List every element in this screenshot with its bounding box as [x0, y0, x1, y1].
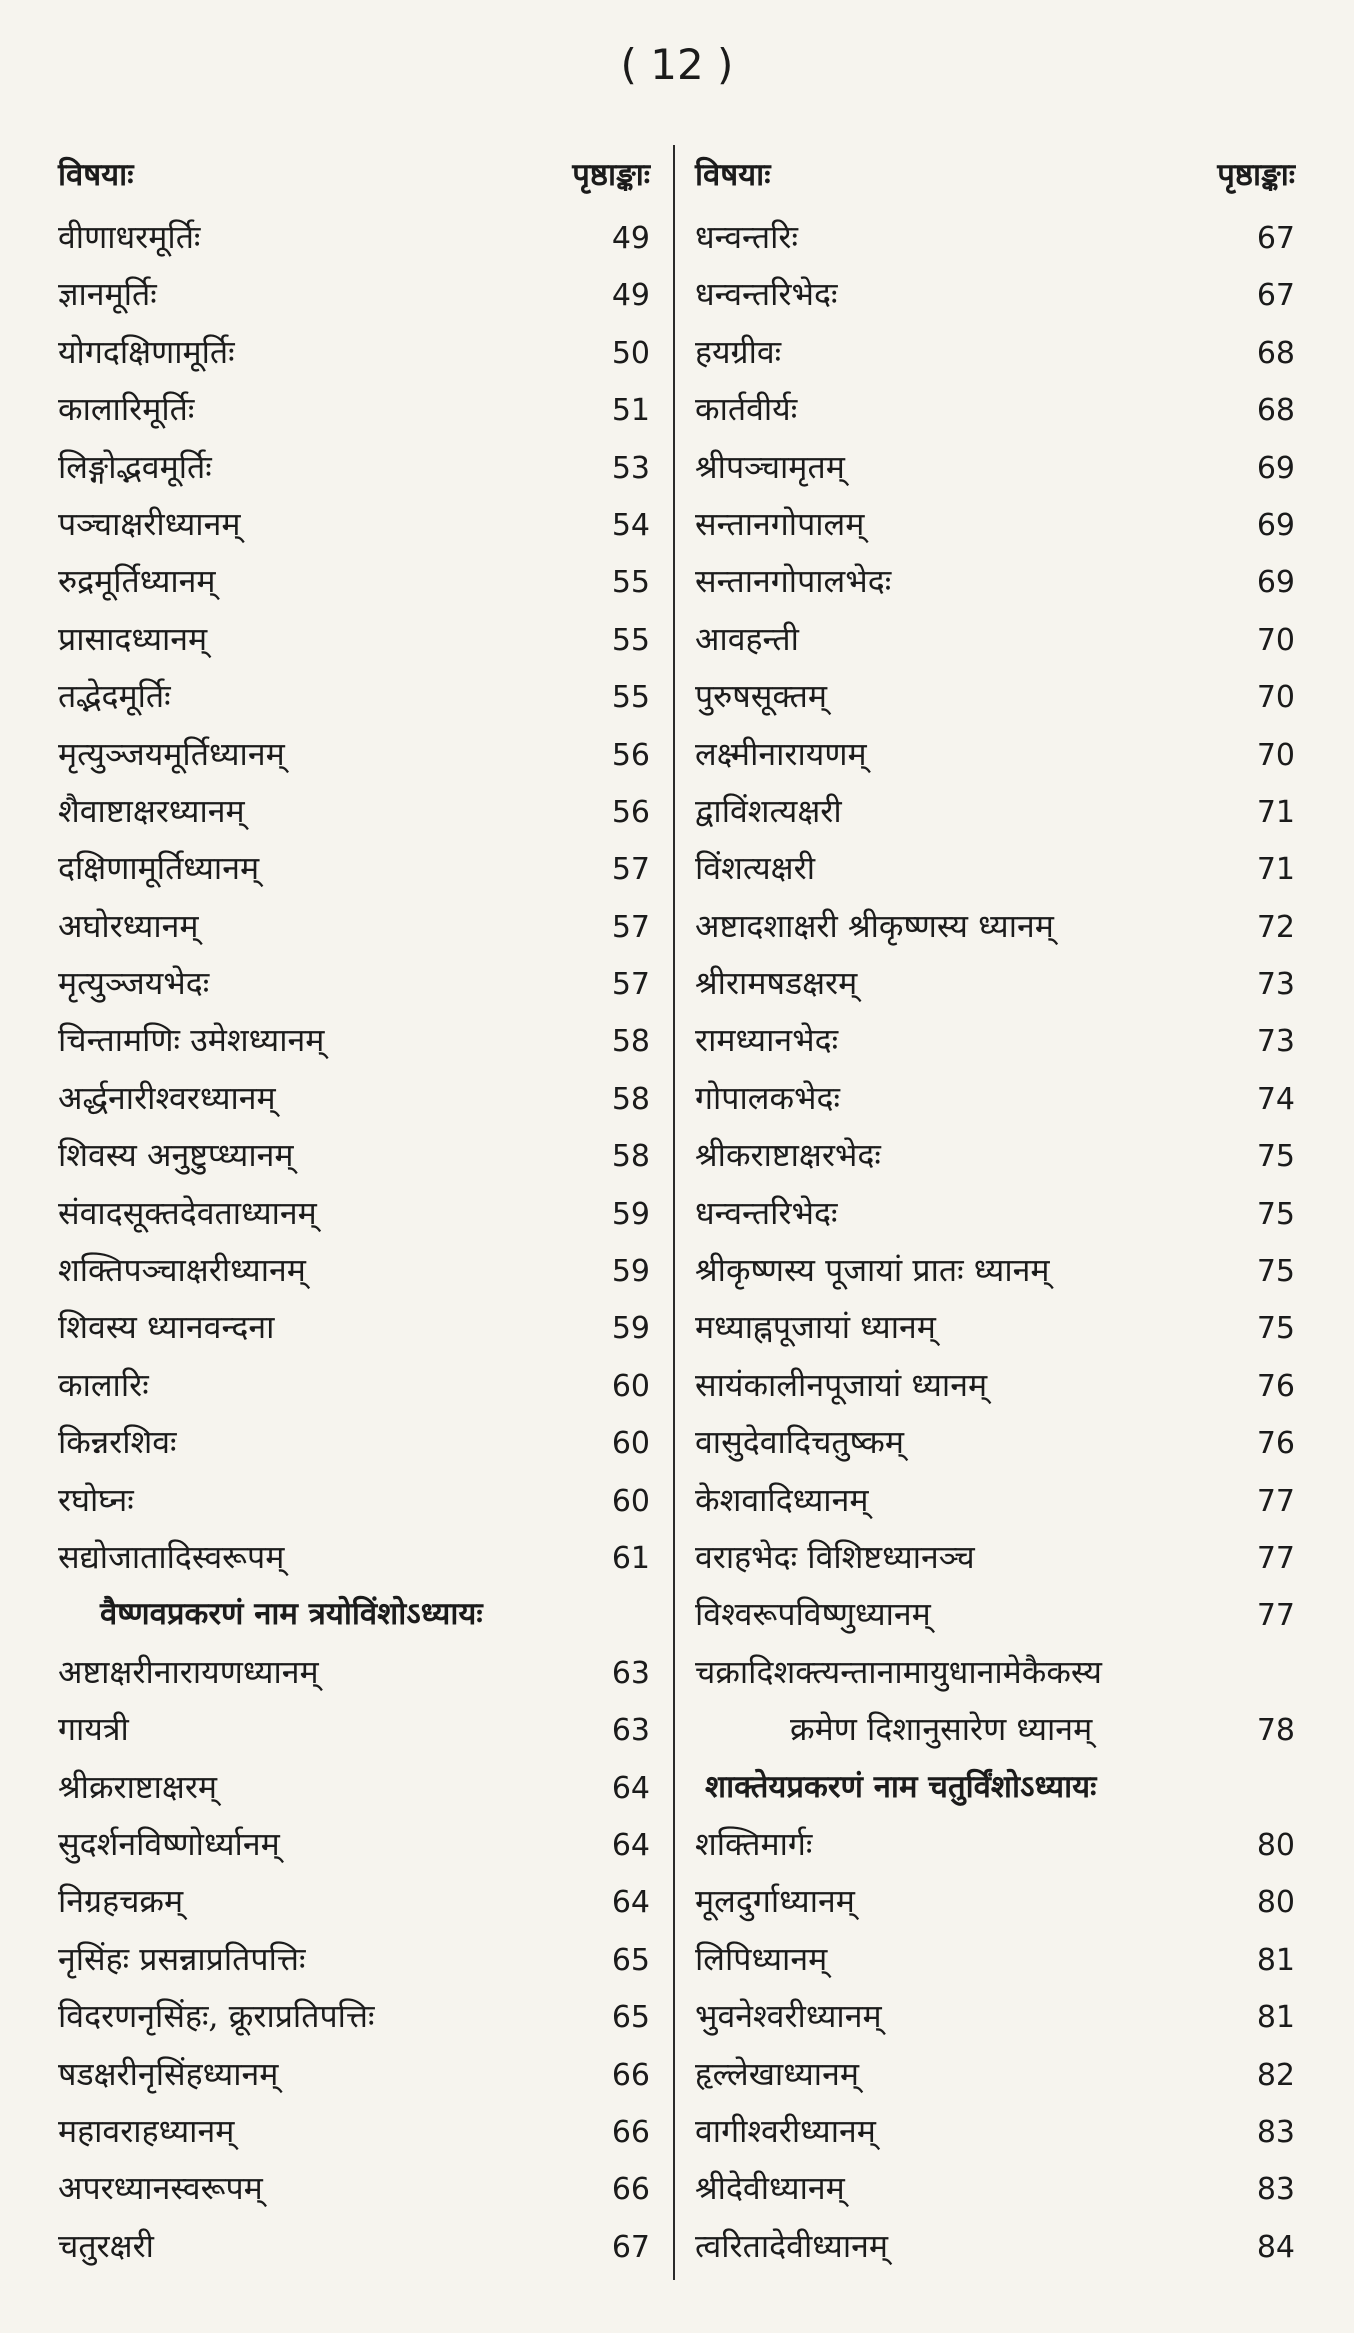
- toc-entry: [58, 1759, 650, 1816]
- entry-title: तद्भेदमूर्तिः: [58, 677, 171, 716]
- entry-page: 55: [611, 622, 650, 658]
- toc-entry: [695, 1988, 1295, 2045]
- toc-entry: [695, 611, 1295, 668]
- entry-title: वासुदेवादिचतुष्कम्: [695, 1423, 904, 1462]
- right-entries-a: [695, 209, 1295, 1644]
- entry-page: 60: [611, 1483, 650, 1519]
- entry-title: मूलदुर्गाध्यानम्: [695, 1882, 855, 1921]
- entry-page: 69: [1256, 450, 1295, 486]
- entry-title: प्रासादध्यानम्: [58, 619, 208, 658]
- entry-page: 67: [1256, 278, 1295, 314]
- toc-entry: [695, 2218, 1295, 2275]
- toc-entry: [695, 1070, 1295, 1127]
- toc-entry: [58, 1242, 650, 1299]
- right-column-header: [695, 145, 1295, 209]
- toc-entry: [58, 1299, 650, 1356]
- toc-entry: [58, 898, 650, 955]
- entry-title: संवादसूक्तदेवताध्यानम्: [58, 1193, 317, 1232]
- entry-title: हृल्लेखाध्यानम्: [695, 2054, 859, 2093]
- entry-title: विश्वरूपविष्णुध्यानम्: [695, 1595, 931, 1634]
- entry-title: गायत्री: [58, 1710, 129, 1749]
- entry-page: 83: [1256, 2172, 1295, 2208]
- toc-entry: [58, 955, 650, 1012]
- entry-page: 73: [1256, 1024, 1295, 1060]
- toc-entry: [695, 1414, 1295, 1471]
- right-column: [695, 145, 1295, 2275]
- left-entries-a: [58, 209, 650, 1586]
- entry-page: 70: [1256, 622, 1295, 658]
- toc-entry: [58, 1873, 650, 1930]
- entry-page: 64: [611, 1827, 650, 1863]
- entry-page: 50: [611, 335, 650, 371]
- entry-title: लक्ष्मीनारायणम्: [695, 734, 867, 773]
- entry-page: 81: [1256, 1942, 1295, 1978]
- entry-page: 78: [1256, 1713, 1295, 1749]
- entry-title: धन्वन्तरिभेदः: [695, 1193, 838, 1232]
- entry-page: 75: [1256, 1139, 1295, 1175]
- entry-page: 82: [1256, 2057, 1295, 2093]
- toc-entry: [58, 611, 650, 668]
- left-entries-b: [58, 1644, 650, 2275]
- entry-page: 58: [611, 1081, 650, 1117]
- entry-title: महावराहध्यानम्: [58, 2111, 235, 2150]
- entry-page: 68: [1256, 335, 1295, 371]
- entry-title: आवहन्ती: [695, 619, 799, 658]
- toc-entry: [58, 1701, 650, 1758]
- entry-title: श्रीक्रराष्टाक्षरम्: [58, 1767, 218, 1806]
- toc-entry: [58, 439, 650, 496]
- toc-entry: [58, 840, 650, 897]
- entry-title: अष्टाक्षरीनारायणध्यानम्: [58, 1652, 319, 1691]
- entry-title: अर्द्धनारीश्वरध्यानम्: [58, 1078, 276, 1117]
- entry-title: श्रीकराष्टाक्षरभेदः: [695, 1136, 881, 1175]
- toc-entry: [58, 2218, 650, 2275]
- entry-page: 59: [611, 1254, 650, 1290]
- toc-entry: [695, 209, 1295, 266]
- entry-page: 71: [1256, 852, 1295, 888]
- entry-page: 63: [611, 1655, 650, 1691]
- entry-title: योगदक्षिणामूर्तिः: [58, 332, 235, 371]
- entry-title: अपरध्यानस्वरूपम्: [58, 2169, 263, 2208]
- entry-page: 75: [1256, 1196, 1295, 1232]
- toc-entry: [695, 1242, 1295, 1299]
- toc-entry-multiline-first: [695, 1644, 1295, 1701]
- entry-page: 67: [1256, 221, 1295, 256]
- toc-entry: [695, 381, 1295, 438]
- page-header: पृष्ठाङ्काः: [1217, 157, 1295, 193]
- toc-entry: [695, 840, 1295, 897]
- entry-title: त्वरितादेवीध्यानम्: [695, 2226, 889, 2265]
- entry-title: गोपालकभेदः: [695, 1078, 840, 1117]
- entry-title: कालारिमूर्तिः: [58, 390, 195, 429]
- entry-page: 67: [611, 2229, 650, 2265]
- entry-title: पुरुषसूक्तम्: [695, 677, 827, 716]
- entry-page: 71: [1256, 794, 1295, 830]
- entry-title: श्रीकृष्णस्य पूजायां प्रातः ध्यानम्: [695, 1251, 1050, 1290]
- page-header: पृष्ठाङ्काः: [572, 157, 650, 193]
- entry-page: 49: [611, 278, 650, 314]
- entry-title: हयग्रीवः: [695, 332, 782, 371]
- column-divider: [673, 145, 675, 2280]
- entry-title: वागीश्वरीध्यानम्: [695, 2111, 876, 2150]
- toc-entry: [58, 1185, 650, 1242]
- entry-title: अघोरध्यानम्: [58, 906, 199, 945]
- toc-entry: [58, 209, 650, 266]
- entry-page: 58: [611, 1024, 650, 1060]
- entry-title: कालारिः: [58, 1365, 149, 1404]
- toc-entry: [695, 1357, 1295, 1414]
- entry-page: 75: [1256, 1311, 1295, 1347]
- entry-title: मृत्युञ्जयमूर्तिध्यानम्: [58, 734, 285, 773]
- toc-entry: [58, 726, 650, 783]
- entry-page: 57: [611, 852, 650, 888]
- toc-entry: [695, 1127, 1295, 1184]
- entry-title: नृसिंहः प्रसन्नाप्रतिपत्तिः: [58, 1939, 306, 1978]
- entry-page: 77: [1256, 1540, 1295, 1576]
- toc-entry: [695, 1012, 1295, 1069]
- page-number: ( 12 ): [620, 40, 734, 89]
- toc-entry: [58, 1644, 650, 1701]
- toc-entry-multiline-second: [695, 1701, 1295, 1758]
- entry-page: 76: [1256, 1426, 1295, 1462]
- entry-title: वीणाधरमूर्तिः: [58, 218, 201, 256]
- entry-page: 83: [1256, 2114, 1295, 2150]
- toc-entry: [695, 1299, 1295, 1356]
- entry-title: श्रीदेवीध्यानम्: [695, 2169, 845, 2208]
- entry-page: 72: [1256, 909, 1295, 945]
- section-heading: वैष्णवप्रकरणं नाम त्रयोविंशोऽध्यायः: [100, 1596, 483, 1633]
- toc-entry: [58, 1816, 650, 1873]
- entry-title: षडक्षरीनृसिंहध्यानम्: [58, 2054, 279, 2093]
- entry-page: 66: [611, 2114, 650, 2150]
- entry-page: 64: [611, 1885, 650, 1921]
- toc-entry: [58, 1472, 650, 1529]
- toc-entry: [58, 324, 650, 381]
- entry-title: श्रीपञ्चामृतम्: [695, 447, 845, 486]
- toc-entry: [695, 2103, 1295, 2160]
- entry-page: 66: [611, 2172, 650, 2208]
- entry-title: लिङ्गोद्भवमूर्तिः: [58, 447, 212, 486]
- toc-entry: [695, 726, 1295, 783]
- left-column: [58, 145, 650, 2275]
- entry-title: रघोघ्नः: [58, 1480, 134, 1519]
- entry-title: रामध्यानभेदः: [695, 1021, 839, 1060]
- entry-title: किन्नरशिवः: [58, 1423, 177, 1462]
- entry-title: ज्ञानमूर्तिः: [58, 275, 157, 314]
- section-heading: शाक्तेयप्रकरणं नाम चतुर्विंशोऽध्यायः: [705, 1768, 1097, 1805]
- subject-header: विषयाः: [58, 157, 134, 193]
- toc-entry: [58, 496, 650, 553]
- entry-title: श्रीरामषडक्षरम्: [695, 964, 858, 1003]
- entry-page: 59: [611, 1196, 650, 1232]
- toc-entry: [695, 266, 1295, 323]
- entry-page: 56: [611, 794, 650, 830]
- subject-header: विषयाः: [695, 157, 771, 193]
- entry-title: सद्योजातादिस्वरूपम्: [58, 1537, 285, 1576]
- toc-entry: [58, 1988, 650, 2045]
- entry-page: 65: [611, 2000, 650, 2036]
- toc-entry: [695, 1586, 1295, 1643]
- entry-title: सुदर्शनविष्णोर्ध्यानम्: [58, 1824, 280, 1863]
- entry-title: विदरणनृसिंहः, क्रूराप्रतिपत्तिः: [58, 1997, 375, 2036]
- toc-entry: [695, 1472, 1295, 1529]
- entry-page: 57: [611, 967, 650, 1003]
- entry-title: भुवनेश्वरीध्यानम्: [695, 1997, 882, 2036]
- entry-page: 63: [611, 1713, 650, 1749]
- entry-page: 73: [1256, 967, 1295, 1003]
- entry-page: 56: [611, 737, 650, 773]
- entry-page: 60: [611, 1368, 650, 1404]
- entry-title: शक्तिपञ्चाक्षरीध्यानम्: [58, 1251, 306, 1290]
- entry-page: 60: [611, 1426, 650, 1462]
- entry-page: 74: [1256, 1081, 1295, 1117]
- toc-entry: [695, 1816, 1295, 1873]
- toc-entry: [58, 2160, 650, 2217]
- toc-entry: [58, 2046, 650, 2103]
- entry-title: रुद्रमूर्तिध्यानम्: [58, 562, 216, 601]
- entry-title: सन्तानगोपालम्: [695, 504, 865, 543]
- entry-page: 65: [611, 1942, 650, 1978]
- entry-title: मृत्युञ्जयभेदः: [58, 964, 210, 1003]
- toc-entry: [695, 955, 1295, 1012]
- toc-entry: [58, 1127, 650, 1184]
- entry-title: केशवादिध्यानम्: [695, 1480, 869, 1519]
- entry-title: शैवाष्टाक्षरध्यानम्: [58, 791, 245, 830]
- entry-title: पञ्चाक्षरीध्यानम्: [58, 504, 241, 543]
- entry-title: शक्तिमार्गः: [695, 1824, 813, 1863]
- toc-entry: [58, 2103, 650, 2160]
- entry-title: सन्तानगोपालभेदः: [695, 562, 892, 601]
- entry-page: 49: [611, 221, 650, 256]
- entry-title: वराहभेदः विशिष्टध्यानञ्च: [695, 1537, 975, 1576]
- toc-entry: [58, 1414, 650, 1471]
- toc-entry: [58, 783, 650, 840]
- toc-entry: [58, 668, 650, 725]
- left-column-header: [58, 145, 650, 209]
- entry-page: 70: [1256, 737, 1295, 773]
- entry-page: 54: [611, 507, 650, 543]
- entry-page: 66: [611, 2057, 650, 2093]
- toc-entry: [58, 1012, 650, 1069]
- entry-title: सायंकालीनपूजायां ध्यानम्: [695, 1365, 988, 1404]
- toc-entry: [695, 496, 1295, 553]
- entry-title: दक्षिणामूर्तिध्यानम्: [58, 849, 260, 888]
- entry-page: 68: [1256, 393, 1295, 429]
- right-entries-b: [695, 1816, 1295, 2275]
- entry-page: 55: [611, 680, 650, 716]
- entry-page: 61: [611, 1540, 650, 1576]
- toc-entry: [695, 1931, 1295, 1988]
- toc-entry: [695, 439, 1295, 496]
- entry-title: विंशत्यक्षरी: [695, 849, 816, 888]
- entry-title: शिवस्य ध्यानवन्दना: [58, 1308, 275, 1347]
- entry-page: 53: [611, 450, 650, 486]
- toc-entry: [695, 2160, 1295, 2217]
- entry-title: शिवस्य अनुष्टुप्ध्यानम्: [58, 1136, 294, 1175]
- entry-title: चतुरक्षरी: [58, 2226, 154, 2265]
- entry-title: द्वाविंशत्यक्षरी: [695, 791, 842, 830]
- entry-page: 58: [611, 1139, 650, 1175]
- entry-title: कार्तवीर्यः: [695, 390, 798, 429]
- entry-title: चिन्तामणिः उमेशध्यानम्: [58, 1021, 325, 1060]
- entry-page: 57: [611, 909, 650, 945]
- entry-title: अष्टादशाक्षरी श्रीकृष्णस्य ध्यानम्: [695, 906, 1054, 945]
- entry-page: 69: [1256, 565, 1295, 601]
- toc-entry: [695, 783, 1295, 840]
- entry-page: 80: [1256, 1827, 1295, 1863]
- entry-title: क्रमेण दिशानुसारेण ध्यानम्: [790, 1710, 1093, 1749]
- entry-page: 76: [1256, 1368, 1295, 1404]
- toc-entry: [58, 1357, 650, 1414]
- toc-entry: [695, 553, 1295, 610]
- entry-title: मध्याह्नपूजायां ध्यानम्: [695, 1308, 936, 1347]
- entry-page: 77: [1256, 1483, 1295, 1519]
- entry-page: 59: [611, 1311, 650, 1347]
- entry-page: 80: [1256, 1885, 1295, 1921]
- entry-title: धन्वन्तरिभेदः: [695, 275, 838, 314]
- entry-page: 77: [1256, 1598, 1295, 1634]
- entry-title: चक्रादिशक्त्यन्तानामायुधानामेकैकस्य: [695, 1652, 1102, 1691]
- entry-page: 81: [1256, 2000, 1295, 2036]
- entry-page: 69: [1256, 507, 1295, 543]
- toc-entry: [58, 1931, 650, 1988]
- entry-page: 70: [1256, 680, 1295, 716]
- toc-entry: [695, 1873, 1295, 1930]
- entry-title: निग्रहचक्रम्: [58, 1882, 184, 1921]
- entry-page: 84: [1256, 2229, 1295, 2265]
- entry-page: 51: [611, 393, 650, 429]
- entry-title: धन्वन्तरिः: [695, 218, 798, 256]
- entry-page: 55: [611, 565, 650, 601]
- toc-entry: [58, 266, 650, 323]
- toc-entry: [58, 553, 650, 610]
- toc-entry: [695, 668, 1295, 725]
- entry-page: 64: [611, 1770, 650, 1806]
- toc-entry: [58, 1070, 650, 1127]
- toc-entry: [695, 2046, 1295, 2103]
- toc-entry: [695, 898, 1295, 955]
- toc-entry: [695, 324, 1295, 381]
- toc-entry: [58, 381, 650, 438]
- entry-page: 75: [1256, 1254, 1295, 1290]
- toc-entry: [58, 1529, 650, 1586]
- toc-entry: [695, 1529, 1295, 1586]
- entry-title: लिपिध्यानम्: [695, 1939, 828, 1978]
- toc-entry: [695, 1185, 1295, 1242]
